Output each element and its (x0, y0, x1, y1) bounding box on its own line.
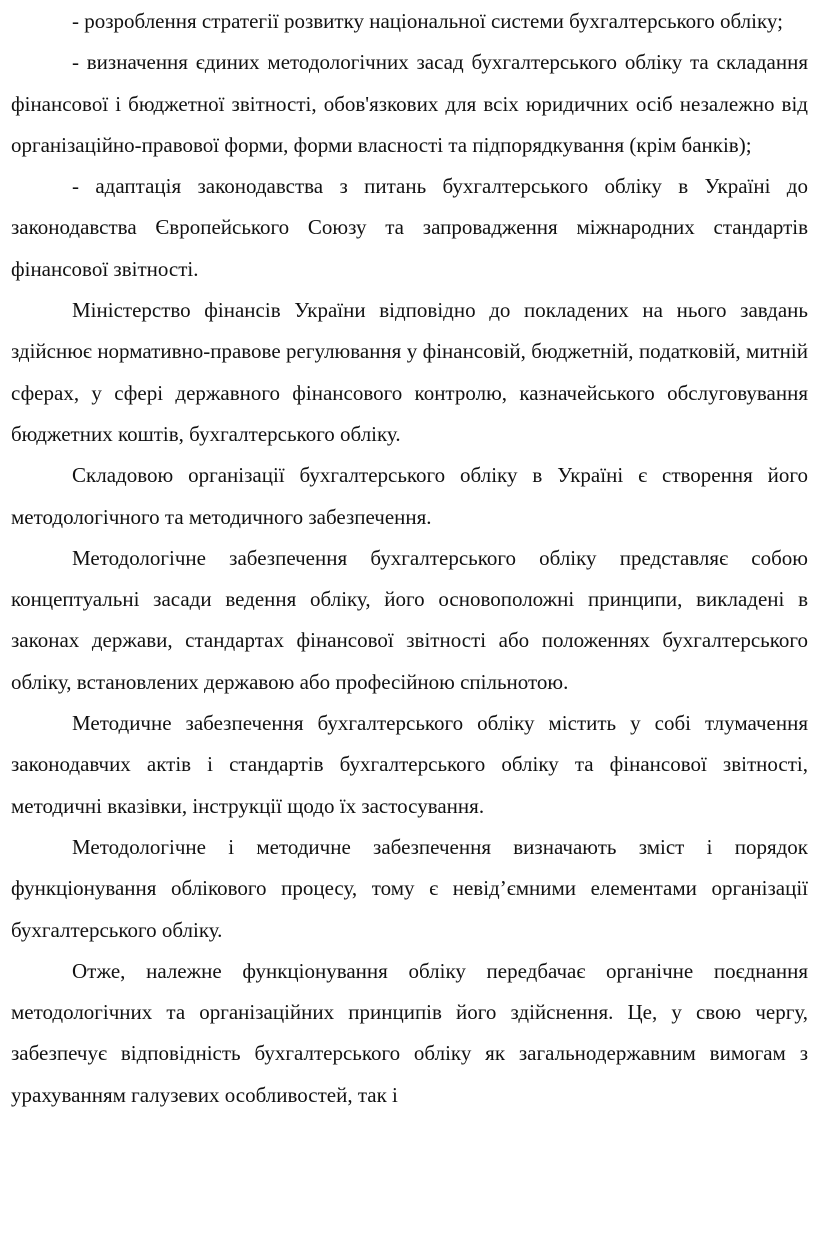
document-page (0, 1, 816, 1245)
paragraph-ministry: Міністерство фінансів України відповідно до покладених на нього завдань здійснює нормативно-правове регулювання у фінансовій, бюджетній, податковій, митній сферах, у сфері державного фінансового контролю, казначейського обслуговування бюджетних коштів, бухгалтерського обліку. (11, 298, 808, 446)
list-item-strategy: - розроблення стратегії розвитку національної системи бухгалтерського обліку; (72, 9, 783, 33)
paragraph-methodical-support: Методичне забезпечення бухгалтерського обліку містить у собі тлумачення законодавчих актів і стандартів бухгалтерського обліку та фінансової звітності, методичні вказівки, інструкції щодо їх застосування. (11, 711, 808, 818)
list-item-adaptation: - адаптація законодавства з питань бухгалтерського обліку в Україні до законодавства Європейського Союзу та запровадження міжнародних стандартів фінансової звітності. (11, 174, 808, 281)
paragraph-components: Складовою організації бухгалтерського обліку в Україні є створення його методологічного та методичного забезпечення. (11, 463, 808, 529)
paragraph-methodological-support: Методологічне забезпечення бухгалтерського обліку представляє собою концептуальні засади ведення обліку, його основоположні принципи, викладені в законах держави, стандартах фінансової звітності або положеннях бухгалтерського обліку, встановлених державою або професійною спільнотою. (11, 545, 808, 694)
paragraph-content-order: Методологічне і методичне забезпечення визначають зміст і порядок функціонування облікового процесу, тому є невід’ємними елементами організації бухгалтерського обліку. (11, 834, 808, 942)
list-item-methodology: - визначення єдиних методологічних засад бухгалтерського обліку та складання фінансової і бюджетної звітності, обов'язкових для всіх юридичних осіб незалежно від організаційно-правової форми, форми власності та підпорядкування (крім банків); (11, 50, 808, 157)
paragraph-conclusion: Отже, належне функціонування обліку передбачає органічне поєднання методологічних та організаційних принципів його здійснення. Це, у свою чергу, забезпечує відповідність бухгалтерського обліку як загальнодержавним вимогам з урахуванням галузевих особливостей, так і (11, 958, 808, 1107)
